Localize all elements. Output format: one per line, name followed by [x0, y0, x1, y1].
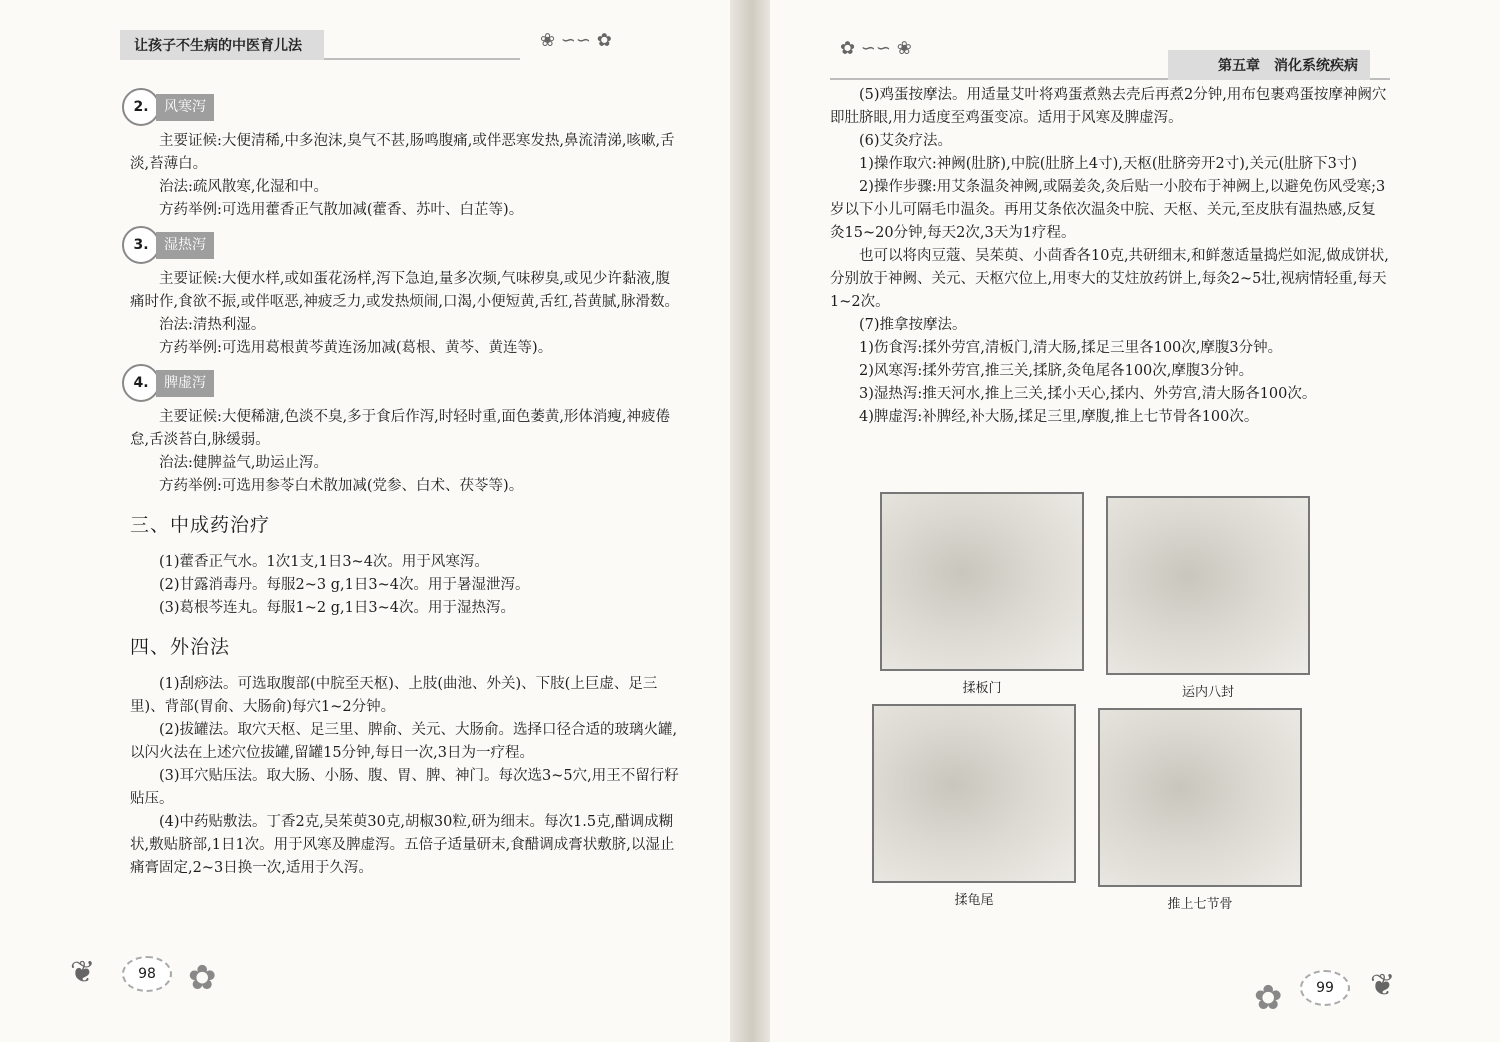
right-page: [770, 0, 1500, 1042]
paragraph: 1)操作取穴:神阙(肚脐),中脘(肚脐上4寸),天枢(肚脐旁开2寸),关元(肚脐下3寸): [859, 156, 1358, 172]
paragraph: 2)操作步骤:用艾条温灸神阙,或隔姜灸,灸后贴一小胶布于神阙上,以避免伤风受寒;3岁以下小儿可隔毛巾温灸。再用艾条依次温灸中脘、天枢、关元,至皮肤有温热感,反复灸15~20分钟,每天2次,3天为1疗程。: [830, 179, 1386, 241]
section-heading: 四、外治法: [130, 636, 231, 658]
figure: [872, 704, 1076, 908]
list-item: (1)刮痧法。可选取腹部(中脘至天枢)、上肢(曲池、外关)、下肢(上巨虚、足三里)、背部(胃俞、大肠俞)每穴1~2分钟。: [130, 676, 658, 715]
section-number: 3.: [122, 226, 160, 264]
paragraph: 也可以将肉豆蔻、吴茱萸、小茴香各10克,共研细末,和鲜葱适量捣烂如泥,做成饼状,分别放于神阙、关元、天枢穴位上,用枣大的艾炷放药饼上,每灸2~5壮,视病情轻重,每天1~2次。: [830, 248, 1389, 310]
list-item: (1)藿香正气水。1次1支,1日3~4次。用于风寒泻。: [159, 554, 489, 570]
butterfly-icon: ❦: [1370, 968, 1396, 1003]
butterfly-icon: ❦: [70, 955, 96, 990]
paragraph: 治法:健脾益气,助运止泻。: [159, 455, 328, 471]
massage-photo: [872, 704, 1076, 883]
list-item: (3)耳穴贴压法。取大肠、小肠、腹、胃、脾、神门。每次选3~5穴,用王不留行籽贴压。: [130, 768, 679, 807]
section-label: 湿热泻: [156, 232, 214, 259]
list-item: (3)葛根芩连丸。每服1~2 g,1日3~4次。用于湿热泻。: [159, 600, 515, 616]
butterfly-icon: ❀ ∽∽ ✿: [540, 30, 612, 51]
running-header: 让孩子不生病的中医育儿法: [120, 30, 324, 60]
book-gutter: [730, 0, 770, 1042]
paragraph: (5)鸡蛋按摩法。用适量艾叶将鸡蛋煮熟去壳后再煮2分钟,用布包裹鸡蛋按摩神阙穴即肚脐眼,用力适度至鸡蛋变凉。适用于风寒及脾虚泻。: [830, 87, 1387, 126]
paragraph: 3)湿热泻:推天河水,推上三关,揉小天心,揉内、外劳宫,清大肠各100次。: [859, 386, 1317, 402]
paragraph: 主要证候:大便水样,或如蛋花汤样,泻下急迫,量多次频,气味秽臭,或见少许黏液,腹痛时作,食欲不振,或伴呕恶,神疲乏力,或发热烦闹,口渴,小便短黄,舌红,苔黄腻,脉滑数。: [130, 271, 679, 310]
paragraph: 4)脾虚泻:补脾经,补大肠,揉足三里,摩腹,推上七节骨各100次。: [859, 409, 1259, 425]
list-item: (2)拔罐法。取穴天枢、足三里、脾俞、关元、大肠俞。选择口径合适的玻璃火罐,以闪火法在上述穴位拔罐,留罐15分钟,每日一次,3日为一疗程。: [130, 722, 678, 761]
section-number: 4.: [122, 364, 160, 402]
paragraph: (7)推拿按摩法。: [859, 317, 967, 333]
section-tag: [122, 364, 680, 402]
page-number: 99: [1300, 970, 1350, 1006]
paragraph: 方药举例:可选用参苓白术散加减(党参、白术、茯苓等)。: [159, 478, 524, 494]
left-content: [130, 84, 680, 880]
right-content: [830, 84, 1390, 429]
paragraph: 2)风寒泻:揉外劳宫,推三关,揉脐,灸龟尾各100次,摩腹3分钟。: [859, 363, 1254, 379]
section-heading: 三、中成药治疗: [130, 514, 271, 536]
figure-grid: [880, 492, 1310, 912]
paragraph: 治法:疏风散寒,化湿和中。: [159, 179, 328, 195]
paragraph: 主要证候:大便稀溏,色淡不臭,多于食后作泻,时轻时重,面色萎黄,形体消瘦,神疲倦怠,舌淡苔白,脉缓弱。: [130, 409, 671, 448]
massage-photo: [1106, 496, 1310, 675]
figure-caption: 揉板门: [962, 681, 1002, 696]
section-label: 风寒泻: [156, 94, 214, 121]
list-item: (2)甘露消毒丹。每服2~3 g,1日3~4次。用于暑湿泄泻。: [159, 577, 530, 593]
butterfly-icon: ✿ ∽∽ ❀: [840, 38, 912, 59]
left-page: [0, 0, 730, 1042]
massage-photo: [1098, 708, 1302, 887]
figure-caption: 推上七节骨: [1167, 897, 1233, 912]
flower-icon: ✿: [1254, 978, 1283, 1018]
paragraph: (6)艾灸疗法。: [859, 133, 953, 149]
list-item: (4)中药贴敷法。丁香2克,吴茱萸30克,胡椒30粒,研为细末。每次1.5克,醋调成糊状,敷贴脐部,1日1次。用于风寒及脾虚泻。五倍子适量研末,食醋调成膏状敷脐,以湿止痛膏固定,2~3日换一次,适用于久泻。: [130, 814, 675, 876]
paragraph: 方药举例:可选用藿香正气散加减(藿香、苏叶、白芷等)。: [159, 202, 524, 218]
figure-caption: 揉龟尾: [954, 893, 994, 908]
figure-caption: 运内八封: [1181, 685, 1234, 700]
figure: [1106, 496, 1310, 700]
paragraph: 1)伤食泻:揉外劳宫,清板门,清大肠,揉足三里各100次,摩腹3分钟。: [859, 340, 1283, 356]
flower-icon: ✿: [188, 958, 217, 998]
paragraph: 主要证候:大便清稀,中多泡沫,臭气不甚,肠鸣腹痛,或伴恶寒发热,鼻流清涕,咳嗽,舌淡,苔薄白。: [130, 133, 675, 172]
running-header: 第五章 消化系统疾病: [1168, 50, 1370, 80]
paragraph: 治法:清热利湿。: [159, 317, 266, 333]
figure: [880, 492, 1084, 696]
paragraph: 方药举例:可选用葛根黄芩黄连汤加减(葛根、黄芩、黄连等)。: [159, 340, 553, 356]
page-number: 98: [122, 956, 172, 992]
section-tag: [122, 226, 680, 264]
massage-photo: [880, 492, 1084, 671]
section-label: 脾虚泻: [156, 370, 214, 397]
figure: [1098, 708, 1302, 912]
section-tag: [122, 88, 680, 126]
section-number: 2.: [122, 88, 160, 126]
